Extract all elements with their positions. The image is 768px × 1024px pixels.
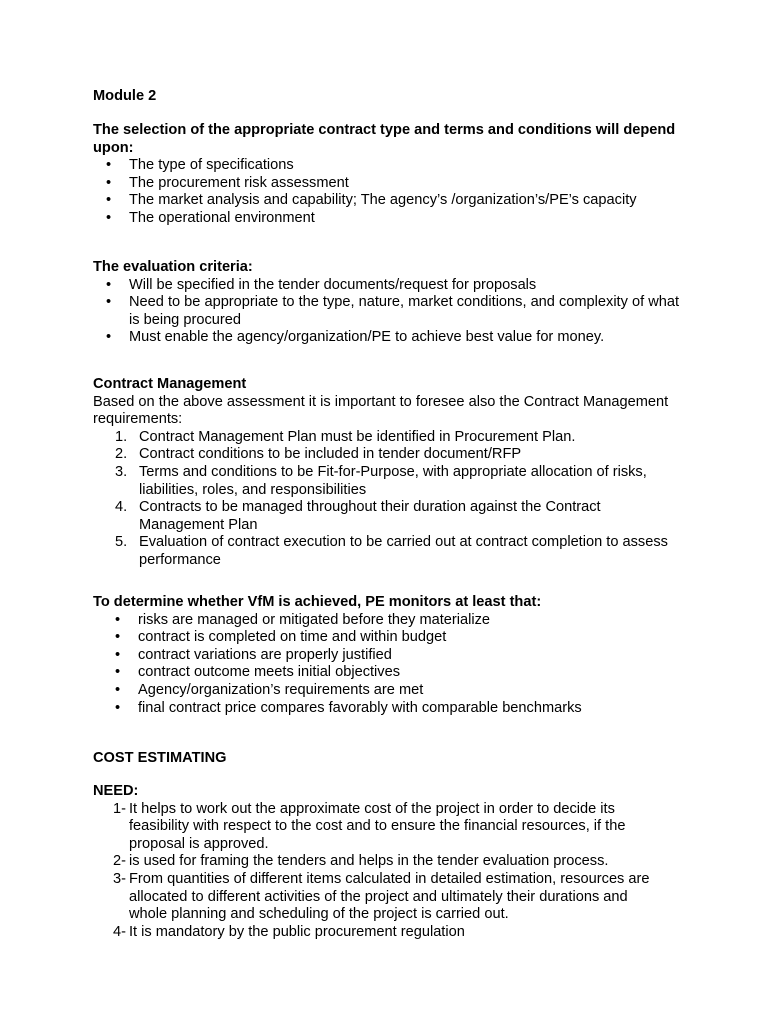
- item-text: From quantities of different items calculated in detailed estimation, resources are allocated to different activities of the project and ultimately their durations and whole planning and scheduling of the project is carried out.: [129, 870, 650, 923]
- list-item: [93, 853, 665, 871]
- list-item: • Need to be appropriate to the type, nature, market conditions, and complexity of what is being procured: [93, 294, 683, 329]
- list-item: [93, 871, 665, 924]
- list-item: • Will be specified in the tender documents/request for proposals: [93, 277, 683, 295]
- selection-list: [93, 157, 683, 227]
- item-text: Contract conditions to be included in tender document/RFP: [139, 446, 522, 463]
- contract-management-intro: Based on the above assessment it is important to foresee also the Contract Management requirements:: [93, 393, 669, 428]
- cost-estimating-heading: COST ESTIMATING: [93, 750, 227, 766]
- list-item: • The operational environment: [93, 210, 683, 228]
- list-item: [93, 429, 673, 447]
- item-number: 5.: [115, 534, 128, 551]
- list-item: [93, 534, 673, 569]
- item-number: 2-: [113, 853, 126, 870]
- item-number: 1.: [115, 428, 128, 445]
- item-number: 1-: [113, 800, 126, 817]
- item-text: Terms and conditions to be Fit-for-Purpose, with appropriate allocation of risks, liabilities, roles, and responsibilities: [139, 463, 647, 498]
- list-item: • contract variations are properly justified: [93, 647, 683, 665]
- evaluation-section: [93, 259, 683, 347]
- vfm-section: [93, 594, 683, 717]
- need-section: [93, 783, 665, 941]
- list-item: • final contract price compares favorably with comparable benchmarks: [93, 700, 683, 718]
- vfm-list: [93, 612, 683, 718]
- item-number: 3-: [113, 870, 126, 887]
- list-item: [93, 801, 665, 854]
- selection-heading: The selection of the appropriate contract type and terms and conditions will depend upon:: [93, 122, 676, 156]
- vfm-heading: To determine whether VfM is achieved, PE monitors at least that:: [93, 594, 542, 610]
- item-text: is used for framing the tenders and helps in the tender evaluation process.: [129, 853, 609, 870]
- need-heading: NEED:: [93, 783, 139, 799]
- list-item: • The procurement risk assessment: [93, 175, 683, 193]
- list-item: • contract is completed on time and within budget: [93, 629, 683, 647]
- module-title: Module 2: [93, 88, 157, 104]
- list-item: [93, 924, 665, 942]
- list-item: • risks are managed or mitigated before they materialize: [93, 612, 683, 630]
- item-number: 4.: [115, 499, 128, 516]
- list-item: • The market analysis and capability; The agency’s /organization’s/PE’s capacity: [93, 192, 683, 210]
- item-text: Evaluation of contract execution to be carried out at contract completion to assess performance: [139, 534, 668, 568]
- list-item: [93, 446, 673, 464]
- item-number: 2.: [115, 446, 128, 463]
- contract-management-heading: Contract Management: [93, 376, 247, 392]
- list-item: [93, 464, 673, 499]
- item-text: It helps to work out the approximate cost of the project in order to decide its feasibility with respect to the cost and to ensure the financial resources, if the proposal is approved.: [129, 800, 626, 852]
- evaluation-list: [93, 277, 683, 347]
- item-text: It is mandatory by the public procurement regulation: [129, 923, 465, 940]
- list-item: [93, 499, 673, 534]
- list-item: • The type of specifications: [93, 157, 683, 175]
- item-text: Contract Management Plan must be identified in Procurement Plan.: [139, 428, 576, 445]
- contract-management-list: [93, 429, 673, 570]
- list-item: • Agency/organization’s requirements are met: [93, 682, 683, 700]
- contract-management-section: [93, 376, 673, 570]
- list-item: • Must enable the agency/organization/PE to achieve best value for money.: [93, 329, 683, 347]
- evaluation-heading: The evaluation criteria:: [93, 259, 253, 275]
- item-text: Contracts to be managed throughout their duration against the Contract Management Plan: [139, 499, 601, 533]
- list-item: • contract outcome meets initial objectives: [93, 664, 683, 682]
- selection-section: [93, 122, 683, 228]
- item-number: 4-: [113, 923, 126, 940]
- item-number: 3.: [115, 463, 128, 480]
- need-list: [93, 801, 665, 942]
